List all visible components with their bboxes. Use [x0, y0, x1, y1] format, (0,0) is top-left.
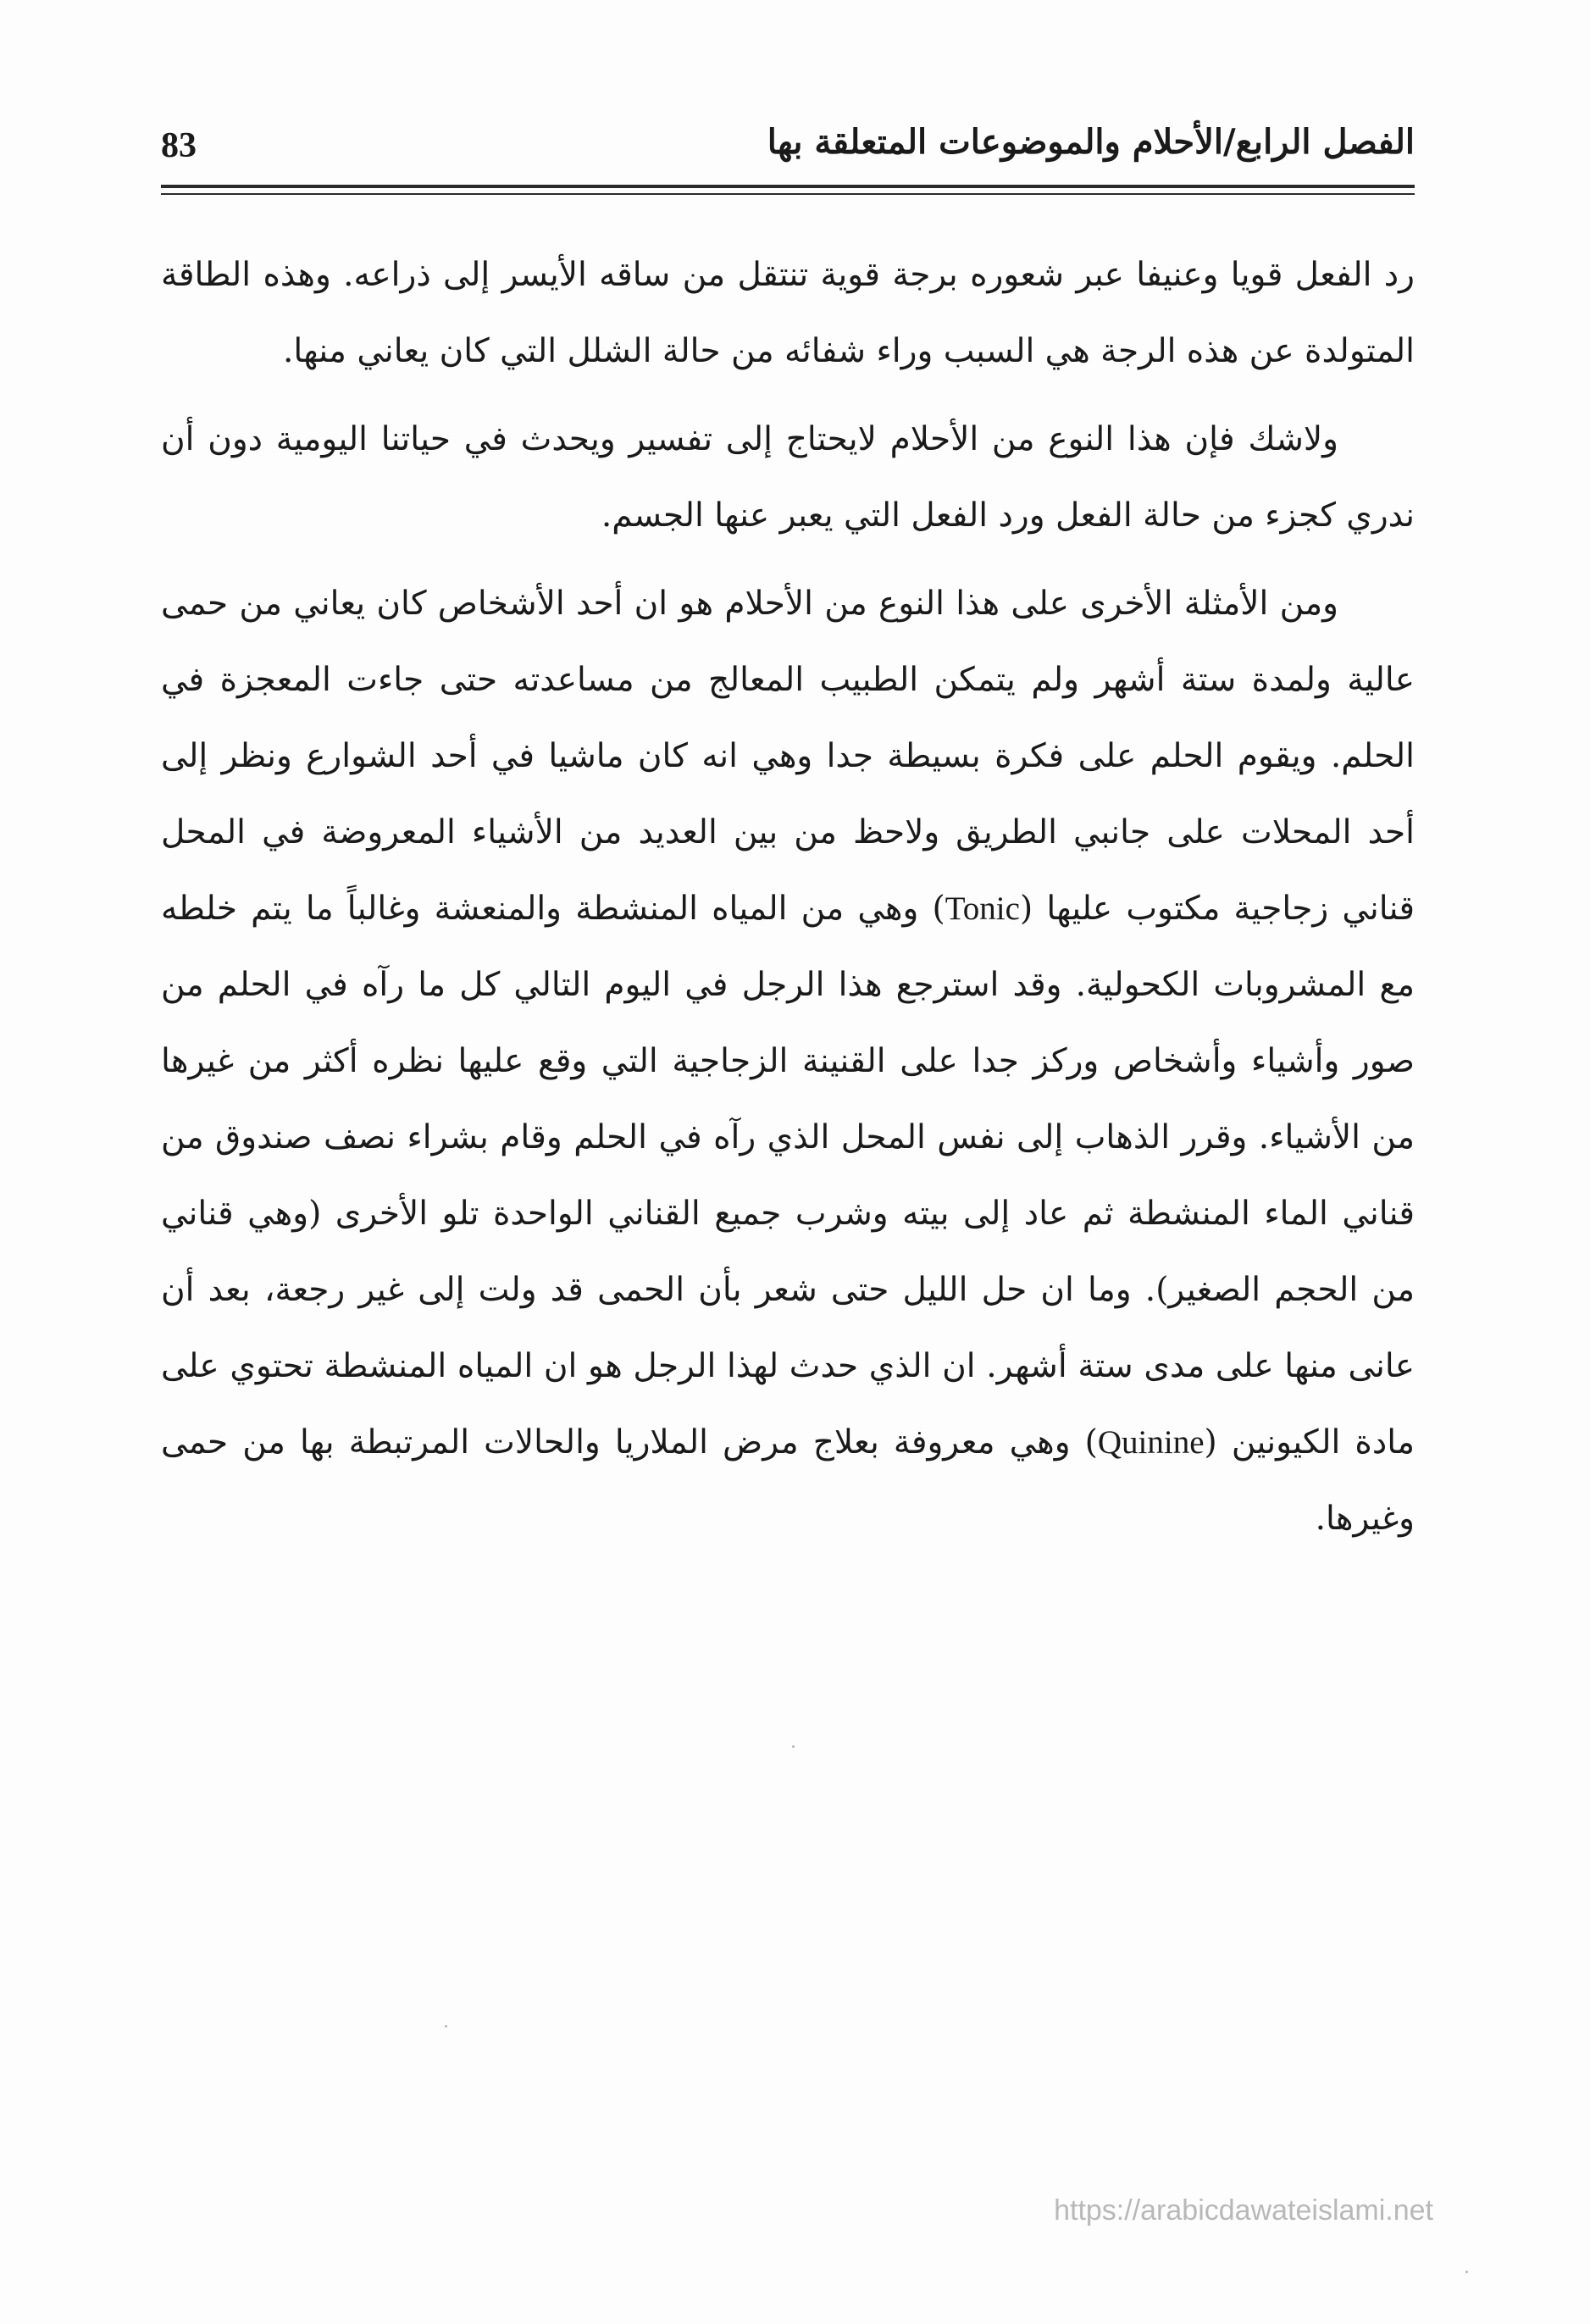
page-header [161, 119, 1415, 186]
paragraph-3-part-3: ) وهي معروفة بعلاج مرض الملاريا والحالات المرتبطة بها من حمى وغيرها. [161, 1423, 1415, 1538]
paragraph-3-part-1: ومن الأمثلة الأخرى على هذا النوع من الأحلام هو ان أحد الأشخاص كان يعاني من حمى عالية ولمدة ستة أشهر ولم يتمكن الطبيب المعالج من مساعدته حتى جاءت المعجزة في الحلم. ويقوم الحلم على فكرة بسيطة جدا وهي انه كان ماشيا في أحد الشوارع ونظر إلى أحد المحلات على جانبي الطريق ولاحظ من بين العديد من الأشياء المعروضة في المحل قناني زجاجية مكتوب عليها ( [161, 585, 1415, 928]
term-quinine: Quinine [1097, 1424, 1205, 1461]
paragraph-3-part-2: ) وهي من المياه المنشطة والمنعشة وغالباً ما يتم خلطه مع المشروبات الكحولية. وقد استرجع هذا الرجل في اليوم التالي كل ما رآه في الحلم من صور وأشياء وأشخاص وركز جدا على القنينة الزجاجية التي وقع عليها نظره أكثر من غيرها من الأشياء. وقرر الذهاب إلى نفس المحل الذي رآه في الحلم وقام بشراء نصف صندوق من قناني الماء المنشطة ثم عاد إلى بيته وشرب جميع القناني الواحدة تلو الأخرى (وهي قناني من الحجم الصغير). وما ان حل الليل حتى شعر بأن الحمى قد ولت إلى غير رجعة، بعد أن عانى منها على مدى ستة أشهر. ان الذي حدث لهذا الرجل هو ان المياه المنشطة تحتوي على مادة الكيونين ( [161, 890, 1415, 1462]
header-rule-thick [161, 185, 1415, 188]
paragraph-3 [161, 566, 1415, 1557]
header-rule-thin [161, 193, 1415, 195]
paragraph-2: ولاشك فإن هذا النوع من الأحلام لايحتاج إلى تفسير ويحدث في حياتنا اليومية دون أن ندري كجزء من حالة الفعل ورد الفعل التي يعبر عنها الجسم. [161, 420, 1415, 535]
page-number: 83 [161, 126, 197, 165]
body-text [161, 237, 1415, 1569]
watermark-url: https://arabicdawateislami.net [1054, 2194, 1433, 2227]
term-tonic: Tonic [945, 890, 1020, 927]
scan-speck [445, 2025, 447, 2027]
running-title: الفصل الرابع/الأحلام والموضوعات المتعلقة بها [767, 122, 1415, 162]
paragraph-1: رد الفعل قويا وعنيفا عبر شعوره برجة قوية تنتقل من ساقه الأيسر إلى ذراعه. وهذه الطاقة المتولدة عن هذه الرجة هي السبب وراء شفائه من حالة الشلل التي كان يعاني منها. [161, 256, 1415, 370]
scan-speck [1465, 2271, 1468, 2273]
scan-speck [792, 1745, 795, 1748]
